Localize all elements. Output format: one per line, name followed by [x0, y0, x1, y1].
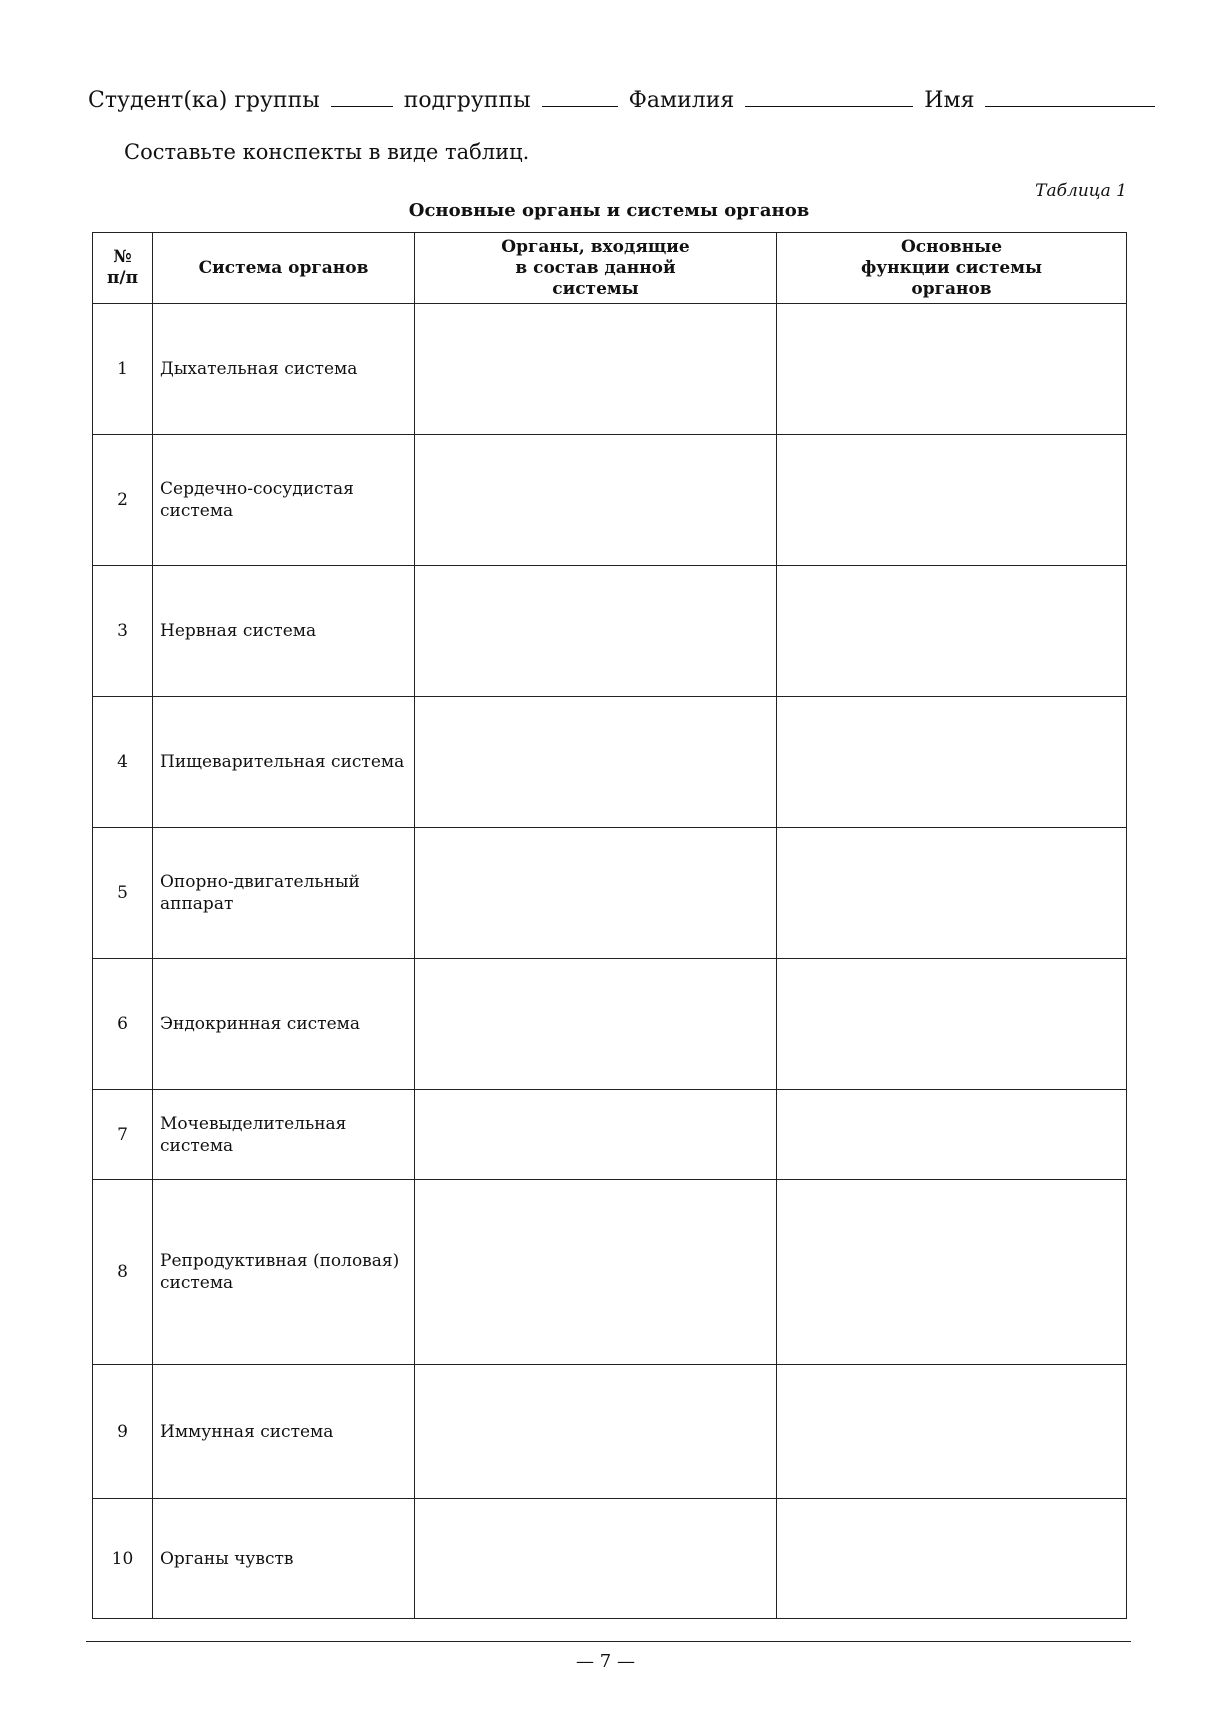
row-number: 1	[93, 304, 153, 435]
instruction-text: Составьте конспекты в виде таблиц.	[124, 140, 530, 164]
row-system-name: Репродуктивная (половая) система	[153, 1180, 415, 1365]
table-row	[93, 1499, 1127, 1619]
organs-cell[interactable]	[415, 1180, 777, 1365]
functions-cell[interactable]	[777, 828, 1127, 959]
row-system-name: Органы чувств	[153, 1499, 415, 1619]
row-system-name: Эндокринная система	[153, 959, 415, 1090]
row-number: 10	[93, 1499, 153, 1619]
organs-cell[interactable]	[415, 1365, 777, 1499]
footer-divider	[86, 1641, 1131, 1642]
organs-cell[interactable]	[415, 304, 777, 435]
subgroup-field[interactable]	[542, 86, 618, 107]
row-number: 9	[93, 1365, 153, 1499]
table-row	[93, 304, 1127, 435]
functions-cell[interactable]	[777, 1499, 1127, 1619]
row-system-name: Иммунная система	[153, 1365, 415, 1499]
functions-cell[interactable]	[777, 566, 1127, 697]
table-row	[93, 959, 1127, 1090]
row-system-name: Нервная система	[153, 566, 415, 697]
row-system-name: Дыхательная система	[153, 304, 415, 435]
name-field[interactable]	[985, 86, 1155, 107]
table-row	[93, 435, 1127, 566]
row-number: 2	[93, 435, 153, 566]
column-header-system: Система органов	[153, 233, 415, 304]
column-header-number: № п/п	[93, 233, 153, 304]
student-group-label: Студент(ка) группы	[88, 88, 320, 113]
table-header-row	[93, 233, 1127, 304]
functions-cell[interactable]	[777, 1090, 1127, 1180]
column-header-organs: Органы, входящие в состав данной системы	[415, 233, 777, 304]
group-field[interactable]	[331, 86, 393, 107]
table-row	[93, 1365, 1127, 1499]
table-row	[93, 566, 1127, 697]
organs-cell[interactable]	[415, 697, 777, 828]
organ-systems-table	[92, 232, 1127, 1619]
functions-cell[interactable]	[777, 697, 1127, 828]
page-number: — 7 —	[576, 1651, 635, 1672]
functions-cell[interactable]	[777, 304, 1127, 435]
functions-cell[interactable]	[777, 435, 1127, 566]
row-number: 5	[93, 828, 153, 959]
organs-cell[interactable]	[415, 566, 777, 697]
row-system-name: Пищеварительная система	[153, 697, 415, 828]
organs-cell[interactable]	[415, 1090, 777, 1180]
table-row	[93, 697, 1127, 828]
table-row	[93, 1180, 1127, 1365]
organs-cell[interactable]	[415, 435, 777, 566]
functions-cell[interactable]	[777, 959, 1127, 1090]
row-number: 7	[93, 1090, 153, 1180]
row-system-name: Мочевыделительная система	[153, 1090, 415, 1180]
functions-cell[interactable]	[777, 1180, 1127, 1365]
row-system-name: Сердечно-сосудистая система	[153, 435, 415, 566]
row-number: 6	[93, 959, 153, 1090]
organs-cell[interactable]	[415, 959, 777, 1090]
student-info-line	[88, 86, 1128, 115]
surname-field[interactable]	[745, 86, 913, 107]
row-number: 8	[93, 1180, 153, 1365]
row-system-name: Опорно-двигательный аппарат	[153, 828, 415, 959]
name-label: Имя	[924, 88, 975, 113]
table-title: Основные органы и системы органов	[408, 200, 810, 221]
row-number: 4	[93, 697, 153, 828]
row-number: 3	[93, 566, 153, 697]
functions-cell[interactable]	[777, 1365, 1127, 1499]
table-row	[93, 828, 1127, 959]
column-header-functions: Основные функции системы органов	[777, 233, 1127, 304]
surname-label: Фамилия	[628, 88, 735, 113]
organs-cell[interactable]	[415, 1499, 777, 1619]
organs-cell[interactable]	[415, 828, 777, 959]
subgroup-label: подгруппы	[403, 88, 531, 113]
table-row	[93, 1090, 1127, 1180]
table-label: Таблица 1	[1035, 181, 1127, 201]
